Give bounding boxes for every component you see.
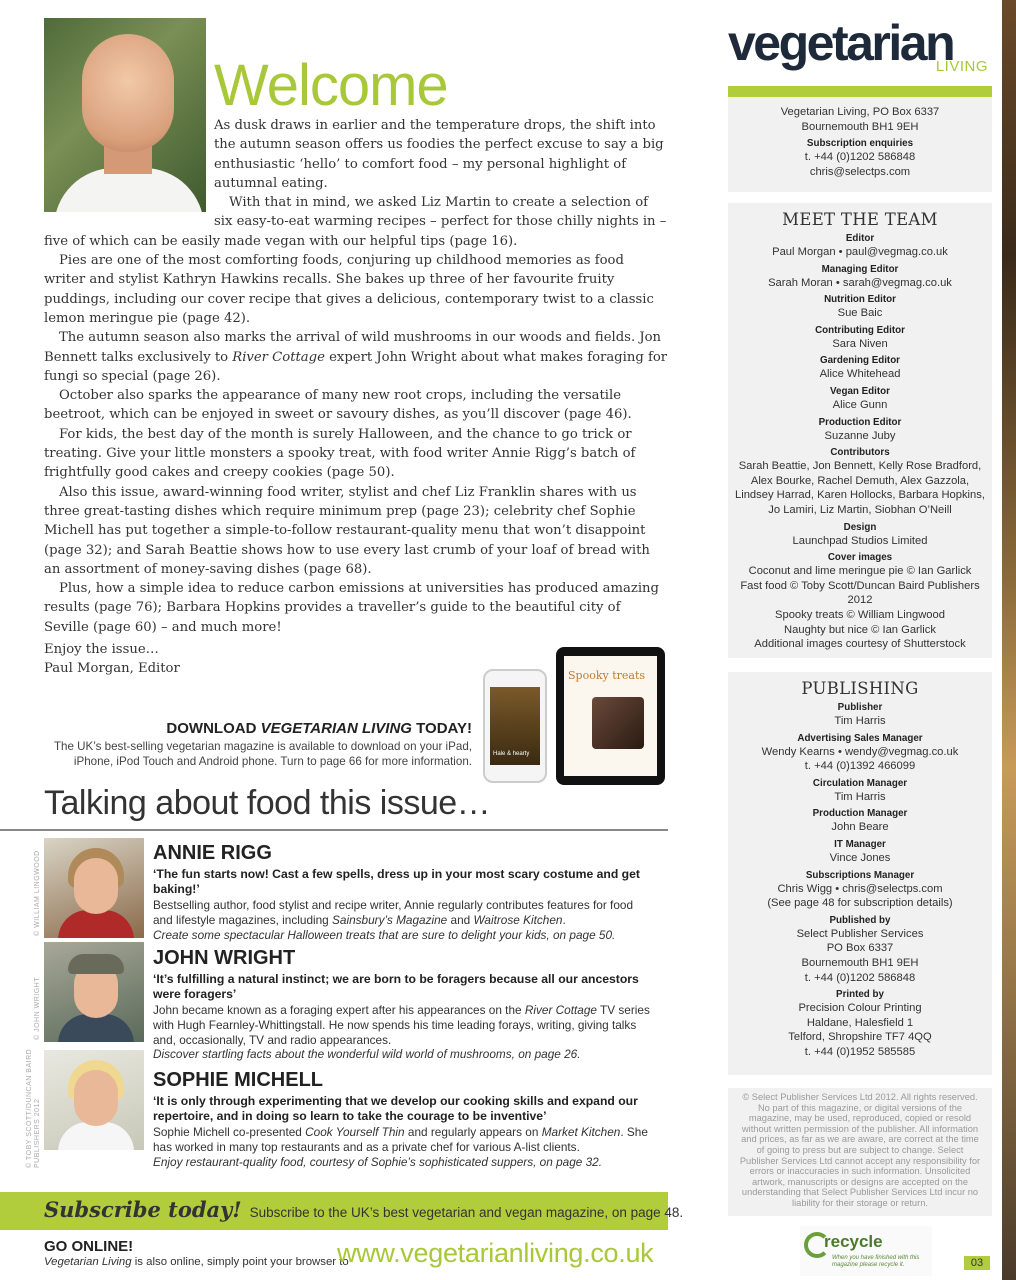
role-value: (See page 48 for subscription details) [767, 897, 953, 910]
role-value: Precision Colour Printing [798, 1002, 922, 1015]
role-value: Bournemouth BH1 9EH [801, 956, 919, 969]
phone-title: Hale & hearty [493, 751, 530, 757]
role-label: IT Manager [834, 838, 886, 850]
role-value: Coconut and lime meringue pie © Ian Garlick [748, 565, 972, 578]
team-roles [728, 233, 992, 652]
logo-wordmark: vegetarian [728, 15, 954, 71]
role-value: Sue Baic [837, 307, 883, 320]
photo-credit: © WILLIAM LINGWOOD [34, 850, 41, 936]
role-value: t. +44 (0)1392 466099 [804, 760, 916, 773]
role-value: Telford, Shropshire TF7 4QQ [788, 1031, 932, 1044]
role-value: Jo Lamiri, Liz Martin, Siobhan O’Neill [768, 503, 952, 516]
role-value: Naughty but nice © Ian Garlick [784, 623, 936, 636]
welcome-paragraph: October also sparks the appearance of many new root crops, including the versatile beetroot, which can be enjoyed in sweet or savoury dishes, as you’ll discover (page 46). [44, 388, 632, 423]
subscription-phone: t. +44 (0)1202 586848 [804, 151, 916, 164]
logo-subtitle: LIVING [935, 58, 988, 75]
contributor-teaser: Create some spectacular Halloween treats that are sure to delight your kids, on page 50. [153, 927, 616, 942]
contributor-john-wright [153, 947, 653, 1062]
contributor-name: SOPHIE MICHELL [153, 1069, 324, 1091]
phone-image [483, 669, 547, 783]
download-title: DOWNLOAD VEGETARIAN LIVING TODAY! [166, 720, 472, 737]
adjacent-page-edge [1002, 0, 1016, 1280]
talking-title: Talking about food this issue… [44, 784, 491, 822]
contributor-teaser: Enjoy restaurant-quality food, courtesy of Sophie’s sophisticated suppers, on page 32. [153, 1154, 602, 1169]
role-value[interactable]: Paul Morgan • paul@vegmag.co.uk [772, 246, 948, 258]
role-value: Haldane, Halesfield 1 [806, 1016, 914, 1029]
address-line: Bournemouth BH1 9EH [801, 120, 919, 133]
welcome-paragraph: For kids, the best day of the month is surely Halloween, and the chance to go trick or treating. Give your little monsters a spooky treat, with food writer Annie Rigg’s batch of frightfully good cakes and creepy cookies (page 50). [44, 426, 636, 481]
sophie-michell-photo [44, 1050, 144, 1150]
role-label: Production Editor [818, 416, 902, 428]
contributor-bio: Bestselling author, food stylist and recipe writer, Annie regularly contributes features for food and lifestyle magazines, including Sainsbury’s Magazine and Waitrose Kitchen. [153, 898, 634, 927]
role-value: Tim Harris [834, 715, 886, 727]
subscribe-text: Subscribe to the UK’s best vegetarian and vegan magazine, on page 48. [249, 1205, 684, 1220]
role-value: John Beare [831, 821, 889, 834]
website-link[interactable]: www.vegetarianliving.co.uk [337, 1238, 654, 1268]
sign-off [44, 640, 180, 679]
download-text: The UK’s best-selling vegetarian magazine is available to download on your iPad, iPhone, iPod Touch and Android phone. Turn to page 66 for more information. [53, 740, 472, 768]
welcome-paragraph: Also this issue, award-winning food writer, stylist and chef Liz Franklin shares with us three great-tasting dishes which require minimum prep (page 23); celebrity chef Sophie Michell has put together a simple-to-follow restaurant-quality menu that won’t disappoint (page 32); and Sarah Beattie shows how to use every last crumb of your loaf of bread with an assortment of money-saving dishes (page 68). [44, 484, 650, 577]
recycle-note: When you have finished with this magazine please recycle it. [832, 1255, 920, 1268]
role-label: Contributing Editor [815, 324, 905, 336]
photo-credit: © JOHN WRIGHT [34, 977, 41, 1040]
role-label: Publisher [837, 702, 883, 713]
role-value[interactable]: Sarah Moran • sarah@vegmag.co.uk [768, 276, 952, 289]
role-label: Design [843, 521, 877, 533]
section-divider [0, 829, 668, 831]
subscribe-title: Subscribe today! [44, 1197, 242, 1222]
role-value: Alice Gunn [832, 398, 888, 411]
annie-rigg-photo [44, 838, 144, 938]
role-label: Editor [845, 233, 875, 244]
role-value[interactable]: Chris Wigg • chris@selectps.com [777, 882, 943, 895]
subscription-email[interactable]: chris@selectps.com [809, 165, 911, 178]
role-value: Spooky treats © William Lingwood [775, 608, 945, 621]
photo-credit: © TOBY SCOTT/DUNCAN BAIRD PUBLISHERS 2012 [26, 1048, 41, 1168]
role-value: Alex Bourke, Rachel Demuth, Alex Gazzola, [750, 474, 970, 487]
role-label: Advertising Sales Manager [797, 732, 923, 744]
recycle-logo [800, 1226, 932, 1276]
contributor-name: ANNIE RIGG [153, 842, 272, 864]
role-label: Production Manager [812, 808, 908, 820]
go-online-title: GO ONLINE! [44, 1238, 134, 1255]
address-line: Vegetarian Living, PO Box 6337 [780, 106, 940, 118]
welcome-paragraph: With that in mind, we asked Liz Martin to create a selection of six easy-to-eat warming recipes – perfect for those chilly nights in – five of which can be easily made vegan with our helpful tips (page 16). [44, 195, 667, 249]
role-value: Alice Whitehead [819, 368, 901, 381]
vegetarian-living-logo [728, 14, 992, 84]
role-value: t. +44 (0)1952 585585 [804, 1045, 916, 1058]
recycle-word: recycle [824, 1232, 883, 1251]
subscription-label: Subscription enquiries [806, 138, 914, 150]
role-value: PO Box 6337 [826, 942, 894, 955]
role-value: Launchpad Studios Limited [792, 534, 928, 547]
tablet-title: Spooky treats [568, 669, 646, 682]
role-label: Contributors [830, 447, 890, 459]
role-value: Suzanne Juby [824, 429, 896, 442]
role-value: Vince Jones [829, 851, 891, 864]
welcome-paragraph: Pies are one of the most comforting foods, conjuring up childhood memories as food writer and stylist Kathryn Hawkins recalls. She bakes up three of her favourite fruity puddings, including our cover recipe that gives a delicious, contemporary twist to a classic lemon meringue pie (page 42). [44, 253, 654, 326]
publishing-roles [728, 702, 992, 1060]
contributor-quote: ‘The fun starts now! Cast a few spells, dress up in your most scary costume and get baking!’ [153, 867, 640, 896]
welcome-paragraph: The autumn season also marks the arrival of wild mushrooms in our woods and fields. Jon Bennett talks exclusively to River Cottage expert John Wright about what makes foraging for fungi so special (page 26). [44, 330, 668, 384]
welcome-paragraph: As dusk draws in earlier and the temperature drops, the shift into the autumn season offers us foodies the perfect excuse to say a big enthusiastic ‘hello’ to comfort food – my personal highlight of autumnal eating. [214, 118, 664, 191]
role-label: Circulation Manager [812, 777, 908, 789]
address-panel [728, 97, 992, 192]
role-value: Lindsey Harrad, Karen Hollocks, Barbara Hopkins, [735, 489, 985, 502]
contributor-bio: John became known as a foraging expert after his appearances on the River Cottage TV series with Hugh Fearnley-Whittingstall. He now spends his time leading forays, writing, giving talks and, occasionally, TV and radio appearances. [153, 1003, 650, 1047]
role-value: Select Publisher Services [796, 927, 924, 940]
contributor-teaser: Discover startling facts about the wonderful wild world of mushrooms, on page 26. [153, 1047, 581, 1062]
contributor-annie-rigg [153, 842, 653, 942]
publishing-heading: PUBLISHING [801, 679, 919, 698]
team-heading: MEET THE TEAM [782, 210, 938, 229]
copyright-notice: © Select Publisher Services Ltd 2012. All rights reserved. No part of this magazine, or digital versions of the magazine, may be used, reproduced, copied or resold without written permission of the publisher. All information and prices, as far as we are aware, are correct at the time of going to press but are subject to change. Select Publisher Services Ltd cannot accept any responsibility for errors or inaccuracies in such information. Unsolicited artwork, manuscripts or designs are accepted on the understanding that Select Publisher Services Ltd incur no liability for their storage or return. [728, 1088, 992, 1216]
sign-off-signature: Paul Morgan, Editor [44, 661, 180, 677]
role-value: Fast food © Toby Scott/Duncan Baird Publishers 2012 [740, 579, 980, 607]
role-value: Sara Niven [832, 337, 888, 350]
download-promo [44, 720, 472, 769]
contributor-bio: Sophie Michell co-presented Cook Yourself Thin and regularly appears on Market Kitchen. She has worked in many top restaurants and as a private chef for various A-list clients. [153, 1125, 648, 1154]
welcome-paragraph: Plus, how a simple idea to reduce carbon emissions at universities has produced amazing results (page 76); Barbara Hopkins provides a traveller’s guide to the beautiful city of Seville (page 60) – and much more! [44, 581, 659, 635]
contributor-quote: ‘It is only through experimenting that we develop our cooking skills and expand our repertoire, and in doing so learn to take the courage to be inventive’ [153, 1094, 638, 1123]
role-value[interactable]: Wendy Kearns • wendy@vegmag.co.uk [761, 745, 959, 758]
contributor-name: JOHN WRIGHT [153, 947, 296, 969]
role-value: Additional images courtesy of Shutterstock [754, 638, 966, 651]
masthead-sidebar [728, 0, 992, 1280]
welcome-body [44, 116, 668, 637]
role-label: Vegan Editor [830, 385, 890, 397]
role-label: Printed by [836, 989, 884, 1001]
role-value: t. +44 (0)1202 586848 [804, 971, 916, 984]
role-label: Nutrition Editor [824, 294, 896, 306]
role-label: Subscriptions Manager [805, 869, 915, 881]
contributor-quote: ‘It’s fulfilling a natural instinct; we are born to be foragers because all our ancestors were foragers’ [153, 972, 639, 1001]
role-label: Published by [829, 914, 891, 926]
publishing-panel [728, 672, 992, 1075]
john-wright-photo [44, 942, 144, 1042]
subscribe-banner[interactable] [0, 1192, 684, 1230]
tablet-image [556, 647, 665, 785]
contributor-sophie-michell [153, 1069, 653, 1169]
role-value: Sarah Beattie, Jon Bennett, Kelly Rose Bradford, [738, 460, 982, 473]
page-number: 03 [964, 1256, 990, 1270]
go-online-text: Vegetarian Living is also online, simply point your browser to [44, 1256, 349, 1268]
team-panel [728, 203, 992, 658]
role-label: Cover images [827, 552, 893, 564]
role-label: Gardening Editor [819, 355, 900, 367]
role-label: Managing Editor [821, 263, 899, 275]
accent-bar [728, 86, 992, 97]
sign-off-greeting: Enjoy the issue… [44, 642, 159, 657]
role-value: Tim Harris [834, 790, 886, 803]
welcome-title: Welcome [214, 53, 448, 118]
